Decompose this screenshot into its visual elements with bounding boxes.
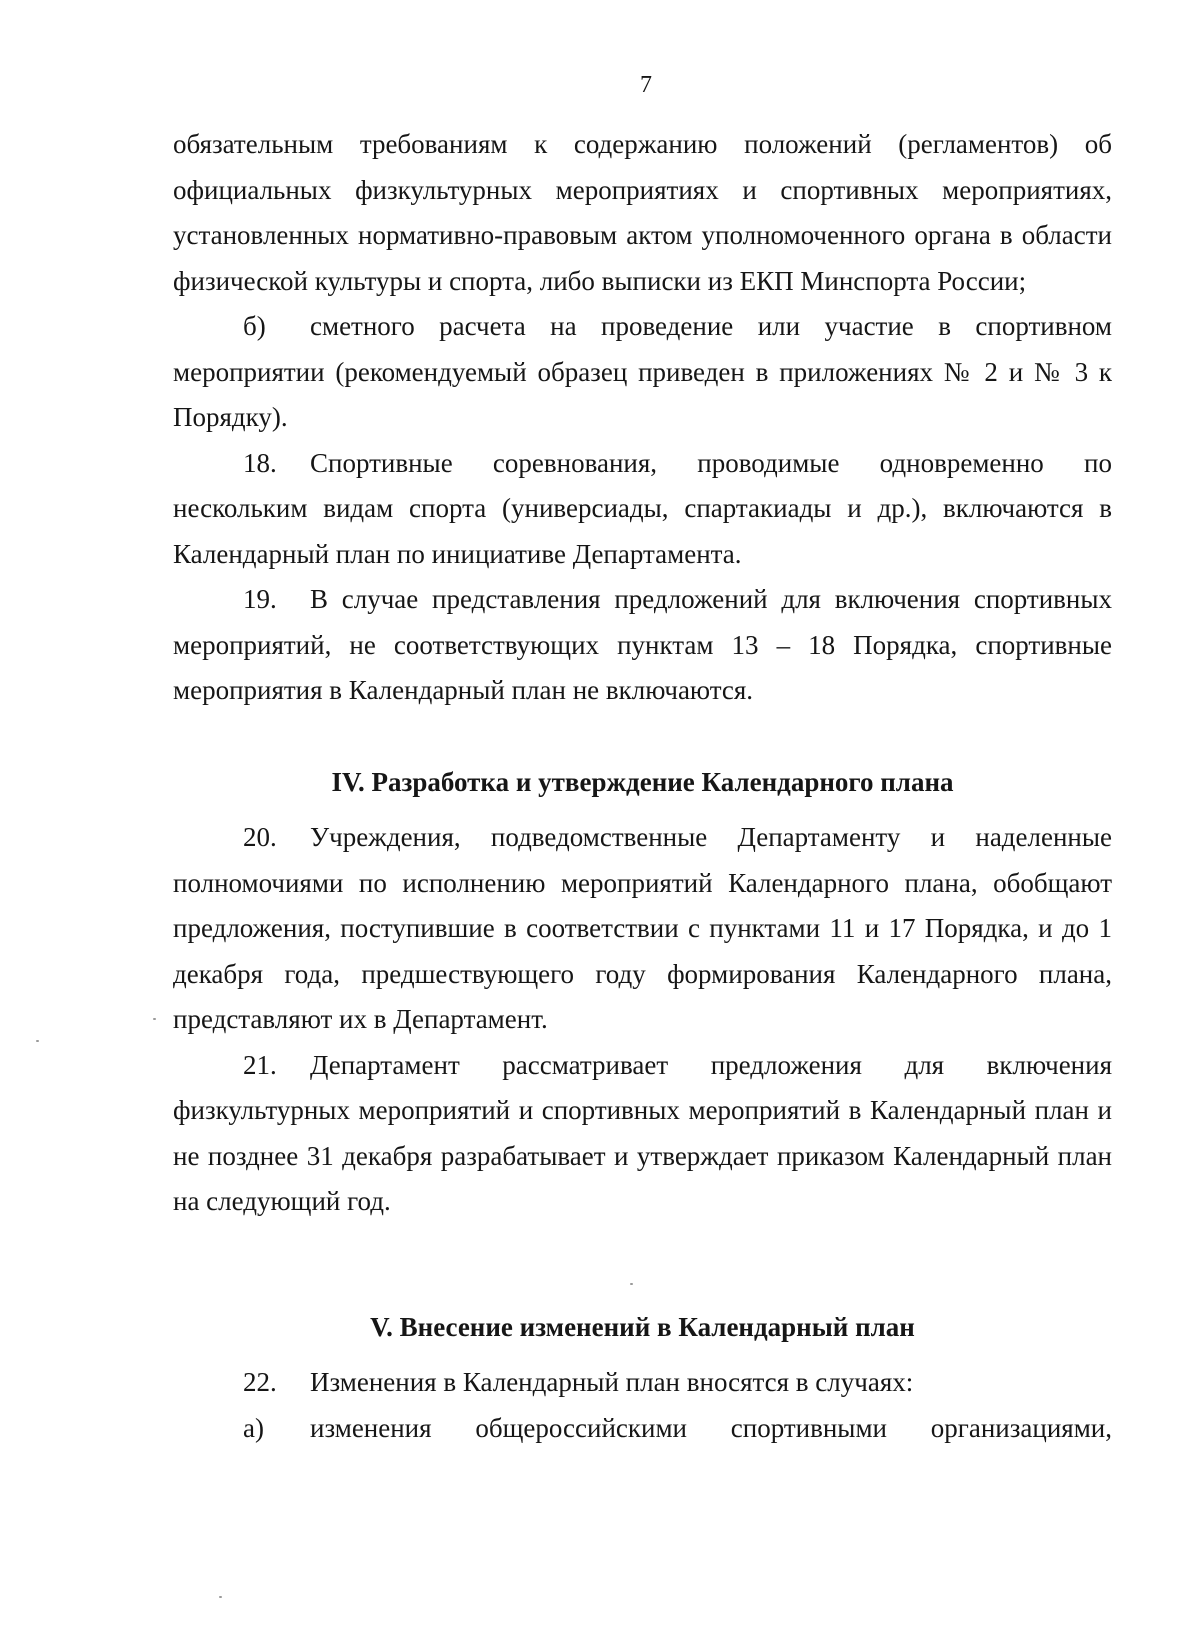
- paragraph-17b-text: сметного расчета на проведение или участие в спортивном мероприятии (рекомендуемый образец приведен в приложениях № 2 и № 3 к Порядку).: [173, 311, 1112, 432]
- paragraph-22a: [173, 1406, 1112, 1452]
- scan-speck: [36, 1040, 39, 1042]
- paragraph-18-text: Спортивные соревнования, проводимые одновременно по нескольким видам спорта (универсиады, спартакиады и др.), включаются в Календарный план по инициативе Департамента.: [173, 447, 1112, 569]
- paragraph-17b: [173, 304, 1112, 441]
- paragraph-22-number: 22.: [243, 1367, 277, 1397]
- paragraph-22: [173, 1360, 1112, 1406]
- paragraph-20: [173, 815, 1112, 1043]
- paragraph-19-number: 19.: [243, 584, 277, 614]
- paragraph-19-text: В случае представления предложений для включения спортивных мероприятий, не соответствующих пунктам 13 – 18 Порядка, спортивные мероприятия в Календарный план не включаются.: [173, 584, 1112, 705]
- paragraph-20-text: Учреждения, подведомственные Департаменту и наделенные полномочиями по исполнению мероприятий Календарного плана, обобщают предложения, поступившие в соответствии с пунктами 11 и 17 Порядка, и до 1 декабря года, предшествующего году формирования Календарного плана, представляют их в Департамент.: [173, 822, 1112, 1034]
- page-number: 7: [640, 72, 652, 98]
- section-4-heading: IV. Разработка и утверждение Календарного плана: [331, 766, 954, 797]
- section-5-heading: V. Внесение изменений в Календарный план: [370, 1311, 915, 1342]
- scan-speck: [153, 1018, 156, 1020]
- paragraph-19: [173, 577, 1112, 714]
- paragraph-21-number: 21.: [243, 1049, 277, 1080]
- paragraph-18: [173, 441, 1112, 578]
- paragraph-22a-number: а): [243, 1412, 264, 1443]
- paragraph-22-text: Изменения в Календарный план вносятся в случаях:: [310, 1367, 914, 1397]
- scan-speck: [219, 1596, 222, 1598]
- paragraph-17b-number: б): [243, 311, 266, 341]
- scan-speck: [630, 1283, 633, 1285]
- paragraph-21-text: Департамент рассматривает предложения для включения физкультурных мероприятий и спортивных мероприятий в Календарный план и не позднее 31 декабря разрабатывает и утверждает приказом Календарный план на следующий год.: [173, 1049, 1112, 1216]
- paragraph-21: [173, 1043, 1112, 1225]
- paragraph-18-number: 18.: [243, 447, 277, 478]
- paragraph-20-number: 20.: [243, 822, 277, 852]
- paragraph-17-continuation: обязательным требованиям к содержанию положений (регламентов) об официальных физкультурных мероприятиях и спортивных мероприятиях, установленных нормативно-правовым актом уполномоченного органа в области физической культуры и спорта, либо выписки из ЕКП Минспорта России;: [173, 129, 1112, 296]
- document-body: [173, 122, 1112, 1451]
- paragraph-22a-text: изменения общероссийскими спортивными организациями,: [310, 1412, 1112, 1443]
